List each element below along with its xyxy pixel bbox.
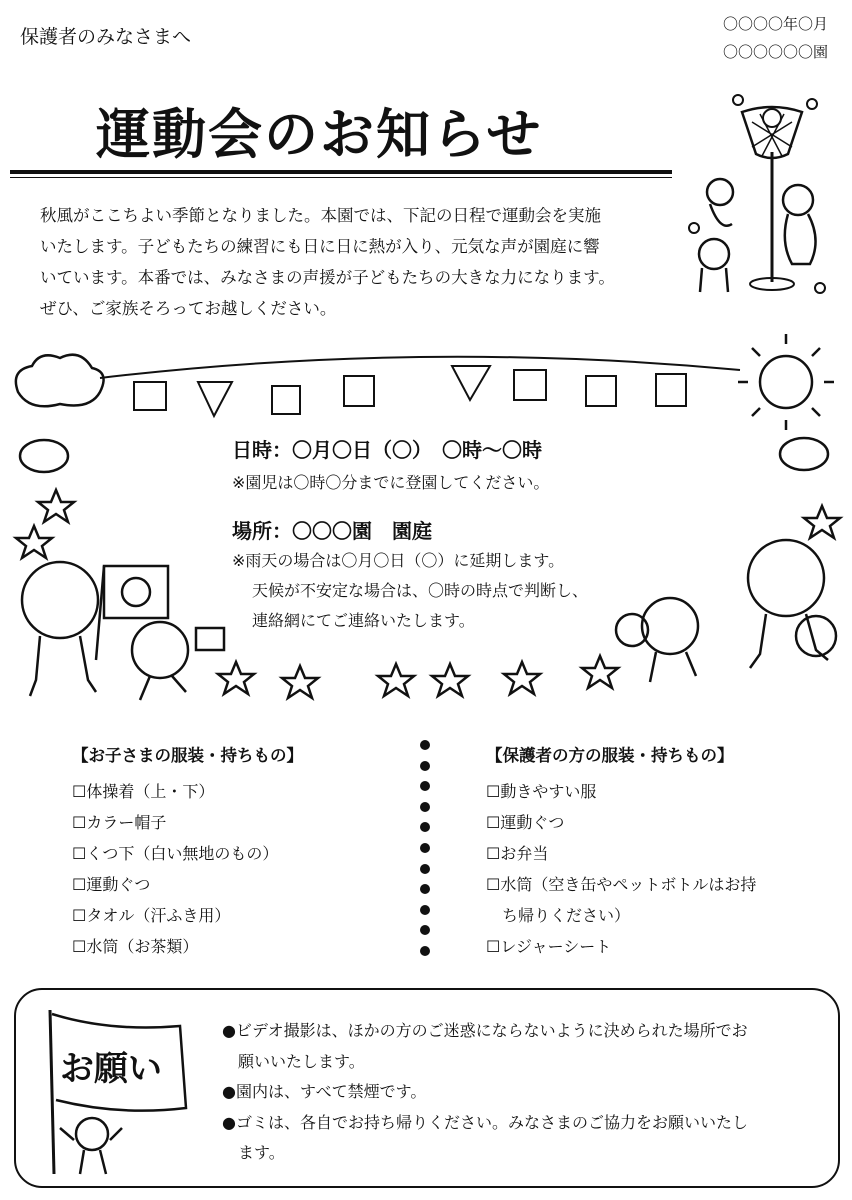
rain-note-2: 天候が不安定な場合は、〇時の時点で判断し、 bbox=[252, 581, 589, 600]
bird-icon bbox=[20, 440, 68, 472]
ball-toss-illustration bbox=[680, 92, 840, 302]
header-right bbox=[723, 10, 828, 66]
children-items-heading: 【お子さまの服装・持ちもの】 bbox=[72, 746, 303, 765]
intro-text bbox=[40, 200, 660, 324]
flag-icon bbox=[272, 386, 300, 414]
request-line: ●園内は、すべて禁煙です。 bbox=[222, 1082, 427, 1101]
list-item: ☐カラー帽子 bbox=[72, 813, 167, 832]
flag-icon bbox=[514, 370, 546, 400]
sun-icon bbox=[738, 334, 834, 430]
list-item: ☐水筒（お茶類） bbox=[72, 937, 199, 956]
rain-note-3: 連絡網にてご連絡いたします。 bbox=[252, 611, 475, 630]
list-item: ☐くつ下（白い無地のもの） bbox=[72, 844, 279, 863]
list-item: ☐運動ぐつ bbox=[72, 875, 151, 894]
title-rule bbox=[10, 170, 672, 174]
flag-icon bbox=[656, 374, 686, 406]
request-line: ●ゴミは、各自でお持ち帰りください。みなさまのご協力をお願いいたし bbox=[222, 1112, 748, 1132]
list-item: ☐お弁当 bbox=[486, 844, 549, 863]
request-flag-label: お願い bbox=[60, 1049, 162, 1089]
event-date: 日時：〇月〇日（〇） 〇時～〇時 bbox=[232, 438, 542, 462]
flag-icon bbox=[586, 376, 616, 406]
request-line: ます。 bbox=[222, 1143, 285, 1162]
intro-line: いたします。子どもたちの練習にも日に日に熱が入り、元気な声が園庭に響 bbox=[40, 237, 600, 256]
list-item: ☐レジャーシート bbox=[486, 937, 612, 956]
rain-note: ※雨天の場合は〇月〇日（〇）に延期します。 bbox=[232, 551, 565, 570]
dotted-divider bbox=[420, 740, 432, 967]
star-icon bbox=[282, 666, 318, 698]
star-icon bbox=[432, 664, 468, 696]
flag-icon bbox=[452, 366, 490, 400]
list-item: ち帰りください） bbox=[486, 906, 631, 925]
school-name: 〇〇〇〇〇〇園 bbox=[722, 43, 828, 61]
flag-icon bbox=[198, 382, 232, 416]
star-icon bbox=[16, 526, 52, 558]
flag-icon bbox=[134, 382, 166, 410]
intro-line: ぜひ、ご家族そろってお越しください。 bbox=[40, 299, 337, 318]
list-item: ☐動きやすい服 bbox=[486, 782, 597, 801]
intro-line: いています。本番では、みなさまの声援が子どもたちの大きな力になります。 bbox=[40, 268, 615, 287]
list-item: ☐運動ぐつ bbox=[486, 813, 565, 832]
request-list bbox=[222, 1016, 822, 1169]
star-icon bbox=[38, 490, 74, 522]
request-flag-illustration bbox=[30, 1004, 200, 1180]
parents-items-list bbox=[486, 742, 756, 962]
issue-date: 〇〇〇〇年〇月 bbox=[722, 15, 828, 33]
children-running-illustration bbox=[22, 562, 224, 700]
cloud-icon bbox=[16, 355, 104, 407]
star-icon bbox=[378, 664, 414, 696]
parents-items-heading: 【保護者の方の服装・持ちもの】 bbox=[486, 746, 734, 765]
flag-icon bbox=[344, 376, 374, 406]
bird-icon bbox=[780, 438, 828, 470]
page-title: 運動会のお知らせ bbox=[96, 103, 543, 166]
list-item: ☐水筒（空き缶やペットボトルはお持 bbox=[486, 875, 757, 894]
star-icon bbox=[504, 662, 540, 694]
arrival-note: ※園児は〇時〇分までに登園してください。 bbox=[232, 473, 550, 492]
list-item: ☐タオル（汗ふき用） bbox=[72, 906, 231, 925]
request-line: 願いいたします。 bbox=[222, 1051, 365, 1071]
event-place: 場所：〇〇〇園 園庭 bbox=[232, 519, 432, 543]
children-items-list bbox=[72, 742, 303, 962]
star-icon bbox=[218, 662, 254, 694]
request-line: ●ビデオ撮影は、ほかの方のご迷惑にならないように決められた場所でお bbox=[222, 1021, 748, 1040]
intro-line: 秋風がここちよい季節となりました。本園では、下記の日程で運動会を実施 bbox=[40, 206, 601, 225]
star-icon bbox=[804, 506, 840, 538]
list-item: ☐体操着（上・下） bbox=[72, 782, 215, 801]
cheering-children-illustration bbox=[616, 540, 836, 682]
addressee: 保護者のみなさまへ bbox=[20, 26, 192, 48]
title-rule-thin bbox=[10, 177, 672, 178]
star-icon bbox=[582, 656, 618, 688]
